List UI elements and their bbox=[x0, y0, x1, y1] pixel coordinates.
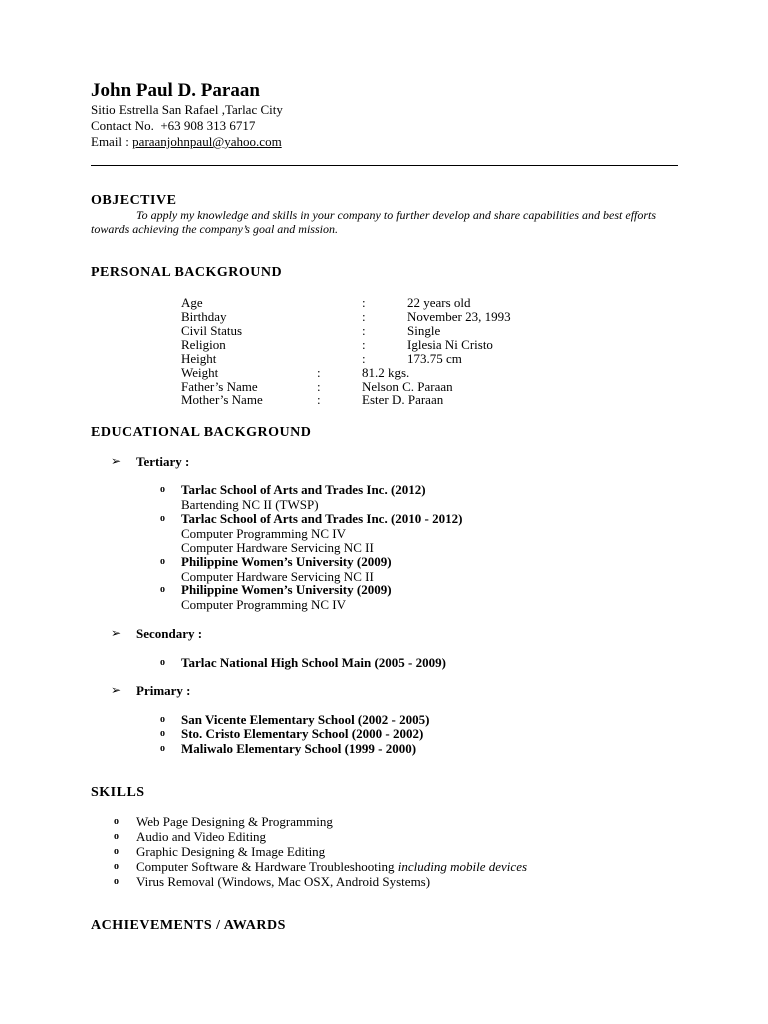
circle-bullet-icon: o bbox=[114, 861, 119, 872]
personal-label: Mother’s Name bbox=[181, 392, 263, 407]
skills-heading: SKILLS bbox=[91, 785, 145, 800]
personal-value: Nelson C. Paraan bbox=[362, 379, 453, 394]
tertiary-label: Tertiary : bbox=[136, 454, 190, 469]
objective-heading: OBJECTIVE bbox=[91, 193, 177, 208]
personal-separator: : bbox=[317, 392, 321, 407]
personal-label: Religion bbox=[181, 337, 226, 352]
personal-value: Single bbox=[407, 323, 441, 338]
objective-text: To apply my knowledge and skills in your company to further develop and share capabilities and best efforts towards achieving the company’s goal and mission. bbox=[91, 208, 657, 236]
tertiary-detail: Computer Hardware Servicing NC II bbox=[181, 569, 374, 584]
tertiary-school: Tarlac School of Arts and Trades Inc. (2012) bbox=[181, 482, 426, 497]
personal-row bbox=[0, 393, 768, 407]
tertiary-school: Tarlac School of Arts and Trades Inc. (2010 - 2012) bbox=[181, 511, 463, 526]
personal-value: 22 years old bbox=[407, 295, 471, 310]
personal-row bbox=[0, 296, 768, 310]
primary-label: Primary : bbox=[136, 683, 191, 698]
personal-separator: : bbox=[317, 365, 321, 380]
primary-school: Maliwalo Elementary School (1999 - 2000) bbox=[181, 741, 417, 756]
personal-label: Age bbox=[181, 295, 203, 310]
personal-row bbox=[0, 310, 768, 324]
personal-label: Father’s Name bbox=[181, 379, 258, 394]
personal-label: Height bbox=[181, 351, 217, 366]
personal-separator: : bbox=[362, 309, 366, 324]
contact-value: +63 908 313 6717 bbox=[160, 118, 256, 133]
tertiary-detail: Computer Programming NC IV bbox=[181, 597, 347, 612]
circle-bullet-icon: o bbox=[160, 728, 165, 739]
circle-bullet-icon: o bbox=[160, 714, 165, 725]
contact-line bbox=[91, 118, 255, 134]
skill-item: Web Page Designing & Programming bbox=[136, 814, 333, 829]
tertiary-detail: Computer Hardware Servicing NC II bbox=[181, 540, 374, 555]
skill-item-with-note bbox=[136, 860, 527, 874]
secondary-school: Tarlac National High School Main (2005 - 2009) bbox=[181, 655, 446, 670]
circle-bullet-icon: o bbox=[114, 876, 119, 887]
personal-separator: : bbox=[362, 351, 366, 366]
personal-label: Civil Status bbox=[181, 323, 243, 338]
personal-separator: : bbox=[362, 337, 366, 352]
tertiary-school: Philippine Women’s University (2009) bbox=[181, 554, 392, 569]
skill-item: Audio and Video Editing bbox=[136, 829, 267, 844]
header-divider bbox=[91, 165, 678, 166]
personal-label: Birthday bbox=[181, 309, 227, 324]
tertiary-school: Philippine Women’s University (2009) bbox=[181, 582, 392, 597]
email-link[interactable]: paraanjohnpaul@yahoo.com bbox=[132, 134, 282, 149]
email-label: Email : bbox=[91, 134, 129, 149]
personal-row bbox=[0, 324, 768, 338]
circle-bullet-icon: o bbox=[114, 831, 119, 842]
skill-item: Graphic Designing & Image Editing bbox=[136, 844, 326, 859]
applicant-name: John Paul D. Paraan bbox=[91, 80, 260, 101]
achievements-heading: ACHIEVEMENTS / AWARDS bbox=[91, 918, 286, 933]
address: Sitio Estrella San Rafael ,Tarlac City bbox=[91, 102, 283, 117]
skill-item-note: including mobile devices bbox=[397, 859, 528, 874]
personal-row bbox=[0, 352, 768, 366]
circle-bullet-icon: o bbox=[160, 513, 165, 524]
circle-bullet-icon: o bbox=[114, 846, 119, 857]
skill-item: Computer Software & Hardware Troubleshooting bbox=[136, 859, 395, 874]
personal-row bbox=[0, 338, 768, 352]
personal-heading: PERSONAL BACKGROUND bbox=[91, 265, 283, 280]
circle-bullet-icon: o bbox=[160, 556, 165, 567]
circle-bullet-icon: o bbox=[160, 484, 165, 495]
personal-separator: : bbox=[362, 323, 366, 338]
personal-separator: : bbox=[362, 295, 366, 310]
email-line bbox=[91, 134, 282, 150]
personal-value: 81.2 kgs. bbox=[362, 365, 410, 380]
personal-separator: : bbox=[317, 379, 321, 394]
personal-value: November 23, 1993 bbox=[407, 309, 511, 324]
skill-item: Virus Removal (Windows, Mac OSX, Android Systems) bbox=[136, 874, 431, 889]
personal-value: Iglesia Ni Cristo bbox=[407, 337, 493, 352]
tertiary-detail: Computer Programming NC IV bbox=[181, 526, 347, 541]
circle-bullet-icon: o bbox=[160, 743, 165, 754]
contact-label: Contact No. bbox=[91, 118, 154, 133]
circle-bullet-icon: o bbox=[160, 584, 165, 595]
personal-label: Weight bbox=[181, 365, 219, 380]
arrow-bullet-icon: ➢ bbox=[111, 626, 122, 640]
primary-school: Sto. Cristo Elementary School (2000 - 2002) bbox=[181, 726, 424, 741]
circle-bullet-icon: o bbox=[160, 657, 165, 668]
circle-bullet-icon: o bbox=[114, 816, 119, 827]
secondary-label: Secondary : bbox=[136, 626, 203, 641]
personal-value: Ester D. Paraan bbox=[362, 392, 444, 407]
arrow-bullet-icon: ➢ bbox=[111, 454, 122, 468]
primary-school: San Vicente Elementary School (2002 - 2005) bbox=[181, 712, 430, 727]
personal-row bbox=[0, 366, 768, 380]
arrow-bullet-icon: ➢ bbox=[111, 683, 122, 697]
tertiary-detail: Bartending NC II (TWSP) bbox=[181, 497, 319, 512]
personal-value: 173.75 cm bbox=[407, 351, 462, 366]
education-heading: EDUCATIONAL BACKGROUND bbox=[91, 425, 312, 440]
